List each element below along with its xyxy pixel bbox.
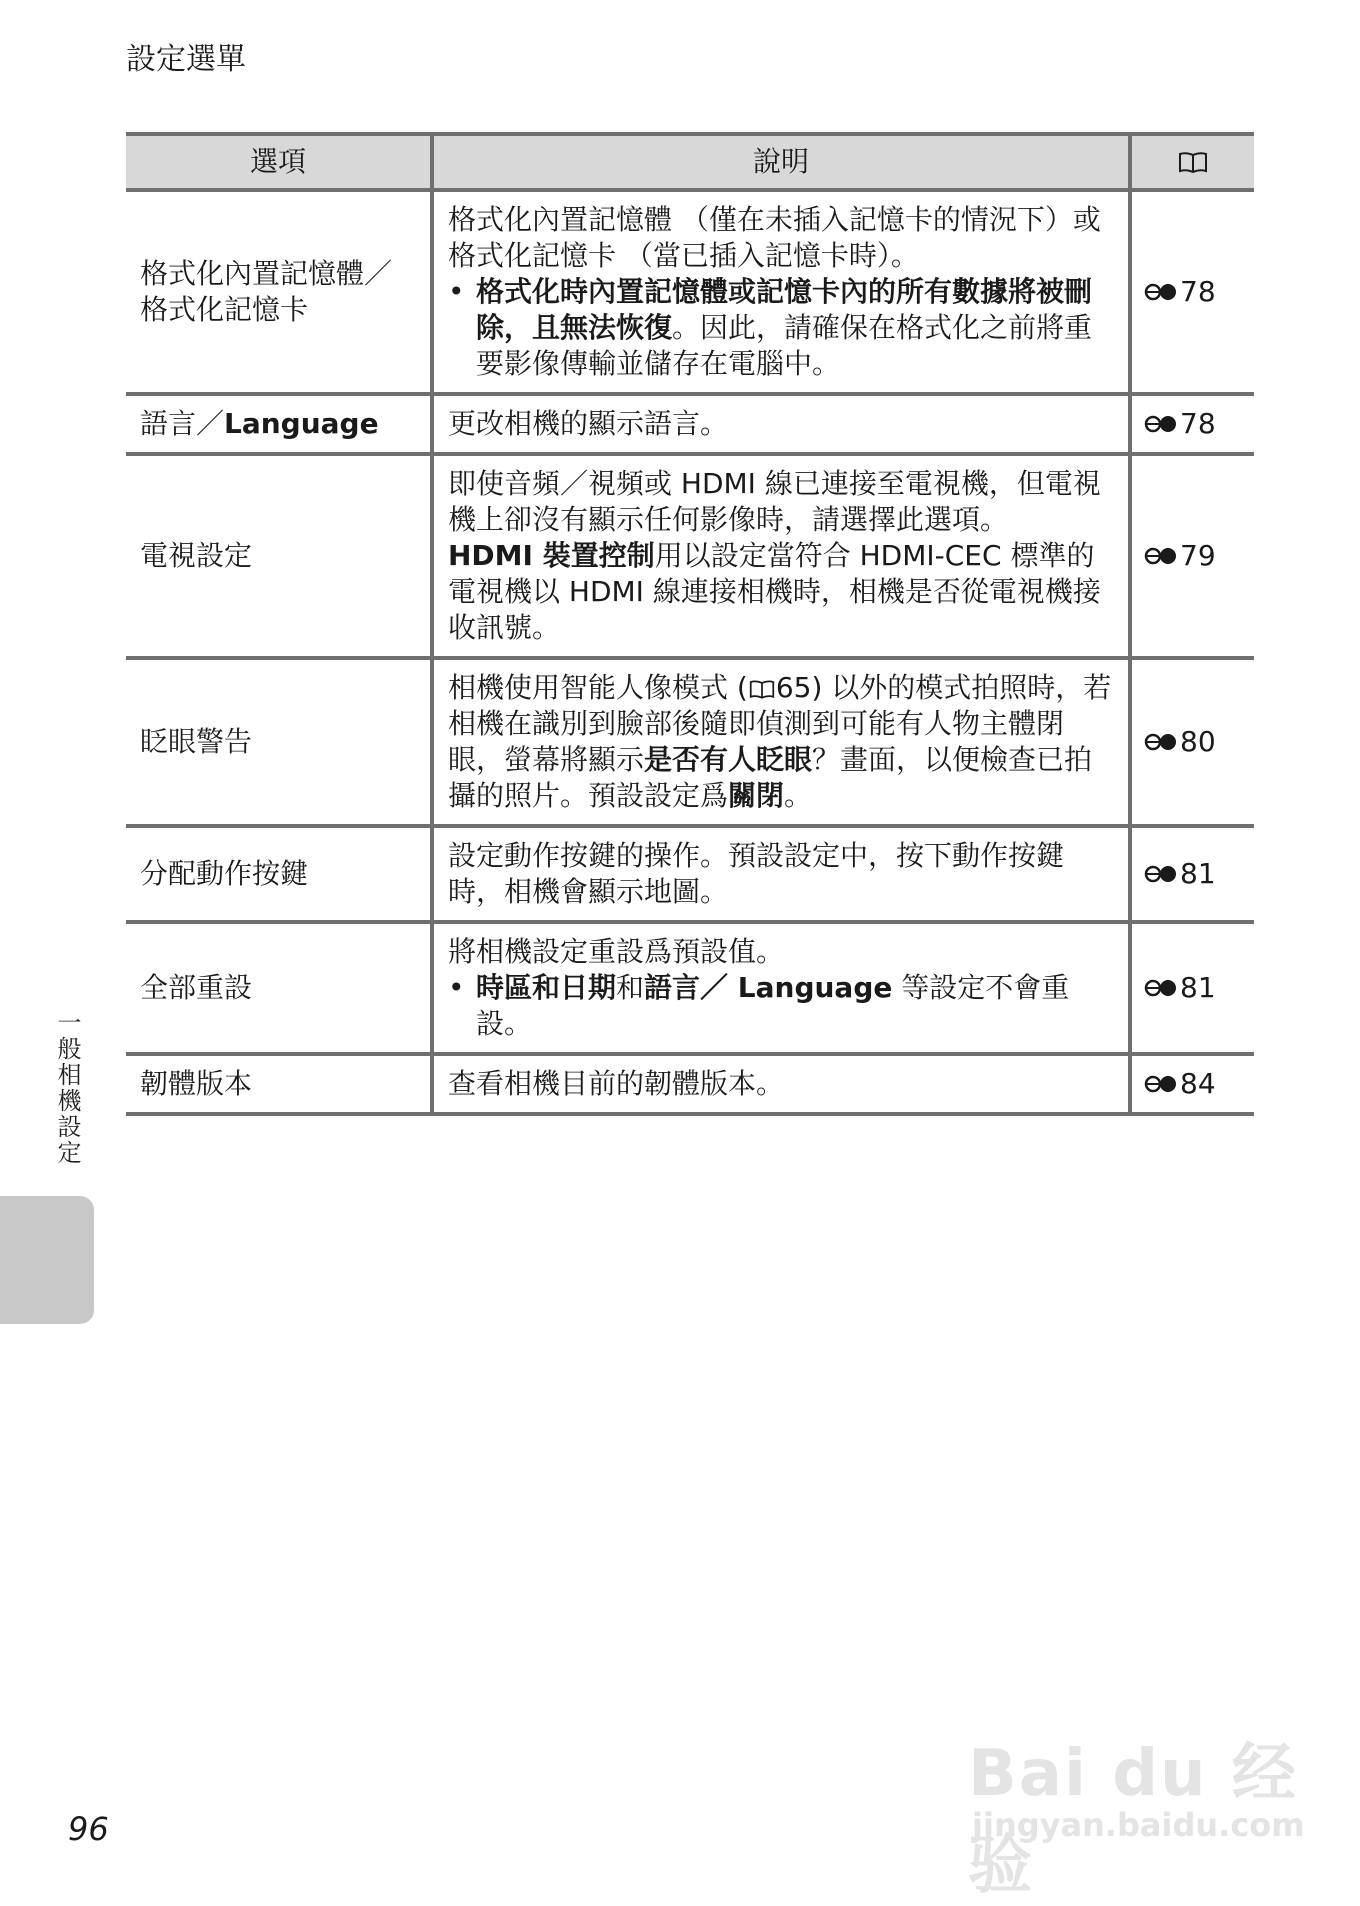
- bold-term: 時區和日期: [476, 971, 617, 1004]
- note-text: 等設定不會重設。: [476, 971, 1070, 1040]
- reference-page[interactable]: 81: [1180, 857, 1216, 890]
- header-option: 選項: [126, 134, 432, 190]
- page-title: 設定選單: [126, 42, 246, 77]
- header-reference: [1130, 134, 1254, 190]
- row-description: [432, 454, 1130, 658]
- table-header-row: [126, 134, 1254, 190]
- row-option: 眨眼警告: [126, 658, 432, 826]
- header-description: 說明: [432, 134, 1130, 190]
- table-row: [126, 394, 1254, 454]
- reference-page[interactable]: 78: [1180, 407, 1216, 440]
- row-description: 設定動作按鍵的操作。預設設定中，按下動作按鍵時，相機會顯示地圖。: [432, 826, 1130, 922]
- bold-term: 是否有人眨眼: [644, 743, 813, 776]
- row-reference: [1130, 922, 1254, 1054]
- row-description: 查看相機目前的韌體版本。: [432, 1054, 1130, 1114]
- row-option: 格式化內置記憶體／格式化記憶卡: [126, 190, 432, 394]
- bullet: •: [448, 275, 465, 308]
- e-reference-icon: [1144, 863, 1178, 885]
- row-reference: [1130, 394, 1254, 454]
- description-text: 將相機設定重設爲預設值。: [448, 935, 785, 968]
- row-option: 分配動作按鍵: [126, 826, 432, 922]
- bold-note: 格式化時內置記憶體或記憶卡內的所有數據將被刪除，且無法恢復: [476, 275, 1093, 344]
- row-reference: [1130, 826, 1254, 922]
- e-reference-icon: [1144, 545, 1178, 567]
- row-option: 電視設定: [126, 454, 432, 658]
- reference-page[interactable]: 84: [1180, 1067, 1216, 1100]
- table-row: [126, 190, 1254, 394]
- page-number: 96: [68, 1810, 109, 1848]
- e-reference-icon: [1144, 413, 1178, 435]
- reference-page[interactable]: 79: [1180, 539, 1216, 572]
- row-reference: [1130, 190, 1254, 394]
- e-reference-icon: [1144, 977, 1178, 999]
- table-row: [126, 922, 1254, 1054]
- row-reference: [1130, 658, 1254, 826]
- note-text: 。因此，請確保在格式化之前將重要影像傳輸並儲存在電腦中。: [476, 311, 1093, 380]
- watermark-logo: Bai du 经验: [968, 1737, 1298, 1903]
- option-bold: Language: [224, 407, 379, 440]
- table-row: [126, 658, 1254, 826]
- bullet-note: [448, 274, 1114, 382]
- bullet: •: [448, 971, 465, 1004]
- chapter-side-label: 一般相機設定: [53, 1010, 81, 1166]
- row-description: 更改相機的顯示語言。: [432, 394, 1130, 454]
- description-text: ？畫面，以便檢查已拍攝的照片。預設設定爲: [448, 743, 1093, 812]
- bold-term: 關閉: [728, 779, 785, 812]
- bold-term: HDMI 裝置控制: [448, 539, 655, 572]
- book-icon: [1178, 150, 1208, 174]
- settings-table: [126, 132, 1254, 1116]
- row-description: [432, 190, 1130, 394]
- description-text: 。: [784, 779, 813, 812]
- row-reference: [1130, 454, 1254, 658]
- row-option: [126, 394, 432, 454]
- bullet-note: [448, 970, 1114, 1042]
- chapter-tab: [0, 1196, 94, 1324]
- reference-page[interactable]: 81: [1180, 971, 1216, 1004]
- inline-reference[interactable]: 65: [775, 671, 812, 704]
- row-option: 韌體版本: [126, 1054, 432, 1114]
- description-text: 格式化內置記憶體 （僅在未插入記憶卡的情況下）或格式化記憶卡 （當已插入記憶卡時）。: [448, 203, 1101, 272]
- e-reference-icon: [1144, 731, 1178, 753]
- bold-term: 語言／ Language: [644, 971, 893, 1004]
- reference-page[interactable]: 78: [1180, 275, 1216, 308]
- watermark-url: jingyan.baidu.com: [972, 1806, 1305, 1844]
- e-reference-icon: [1144, 281, 1178, 303]
- row-option: 全部重設: [126, 922, 432, 1054]
- row-description: [432, 658, 1130, 826]
- description-text: ) 以外的模式拍照時，若相機在識別到臉部後隨即偵測到可能有人物主體閉眼，螢幕將顯示: [448, 671, 1112, 776]
- description-text: 用以設定當符合 HDMI-CEC 標準的電視機以 HDMI 線連接相機時，相機是否從電視機接收訊號。: [448, 539, 1101, 644]
- table-row: [126, 454, 1254, 658]
- row-reference: [1130, 1054, 1254, 1114]
- e-reference-icon: [1144, 1073, 1178, 1095]
- description-text: 相機使用智能人像模式 (: [448, 671, 748, 704]
- table-row: [126, 826, 1254, 922]
- table-row: [126, 1054, 1254, 1114]
- book-icon: [749, 678, 775, 700]
- option-text: 語言／: [140, 407, 225, 440]
- note-text: 和: [616, 971, 645, 1004]
- row-description: [432, 922, 1130, 1054]
- reference-page[interactable]: 80: [1180, 725, 1216, 758]
- description-text: 即使音頻／視頻或 HDMI 線已連接至電視機，但電視機上卻沒有顯示任何影像時，請選擇此選項。: [448, 467, 1101, 536]
